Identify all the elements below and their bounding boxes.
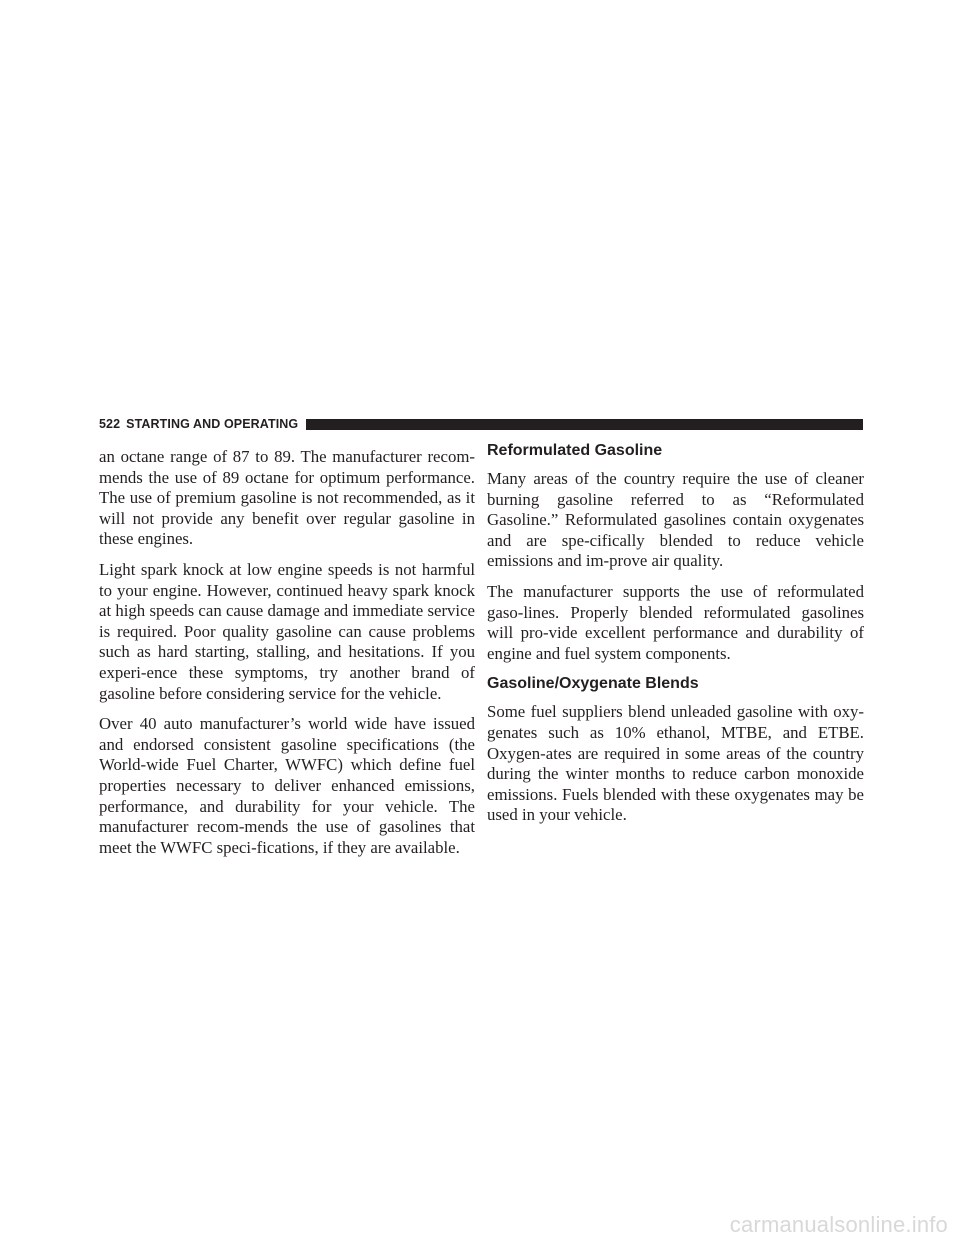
watermark: carmanualsonline.info bbox=[729, 1212, 948, 1237]
paragraph-octane-range: an octane range of 87 to 89. The manufacturer recom-mends the use of 89 octane for optimum performance. The use of premium gasoline is not recommended, as it will not provide any benefit over regular gasoline in these engines. bbox=[99, 447, 475, 549]
page-number: 522 bbox=[99, 417, 121, 431]
left-column bbox=[99, 447, 475, 868]
paragraph-wwfc: Over 40 auto manufacturer’s world wide have issued and endorsed consistent gasoline specifications (the World-wide Fuel Charter, WWFC) which define fuel properties necessary to deliver enhanced emissions, performance, and durability for your vehicle. The manufacturer recom-mends the use of gasolines that meet the WWFC speci-fications, if they are available. bbox=[99, 714, 475, 857]
page-header bbox=[99, 417, 863, 431]
section-title: STARTING AND OPERATING bbox=[126, 417, 299, 431]
paragraph-reformulated-intro: Many areas of the country require the use of cleaner burning gasoline referred to as “Reformulated Gasoline.” Reformulated gasolines contain oxygenates and are spe-cifically blended to reduce vehicle emissions and im-prove air quality. bbox=[487, 469, 864, 571]
heading-oxygenate-blends: Gasoline/Oxygenate Blends bbox=[487, 675, 699, 693]
header-rule bbox=[306, 419, 863, 430]
paragraph-spark-knock: Light spark knock at low engine speeds is not harmful to your engine. However, continued heavy spark knock at high speeds can cause damage and immediate service is required. Poor quality gasoline can cause problems such as hard starting, stalling, and hesitations. If you experi-ence these symptoms, try another brand of gasoline before considering service for the vehicle. bbox=[99, 559, 475, 703]
right-column bbox=[487, 441, 864, 836]
paragraph-reformulated-support: The manufacturer supports the use of reformulated gaso-lines. Properly blended reformulated gasolines will pro-vide excellent performance and durability of engine and fuel system components. bbox=[487, 581, 864, 663]
heading-reformulated-gasoline: Reformulated Gasoline bbox=[487, 442, 663, 459]
paragraph-oxygenate-blends: Some fuel suppliers blend unleaded gasoline with oxy-genates such as 10% ethanol, MTBE, and ETBE. Oxygen-ates are required in some areas of the country during the winter months to reduce carbon monoxide emissions. Fuels blended with these oxygenates may be used in your vehicle. bbox=[487, 702, 864, 825]
